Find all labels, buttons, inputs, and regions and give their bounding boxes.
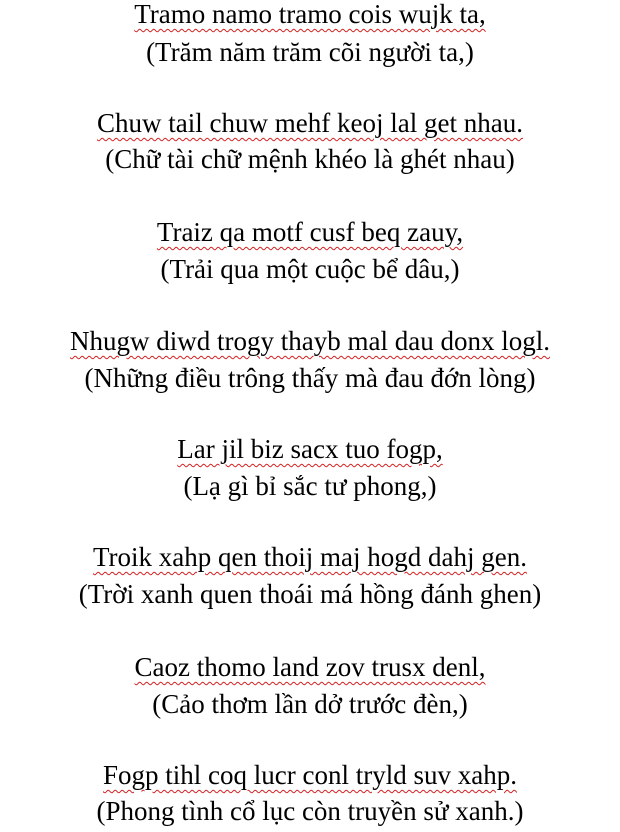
stanza-7-encoded-line: Caoz thomo land zov trusx denl, [134,652,486,682]
stanza-5-encoded-line: Lar jil biz sacx tuo fogp, [177,434,443,464]
stanza-1-encoded-line: Tramo namo tramo cois wujk ta, [134,0,486,29]
stanza-6-encoded-line: Troik xahp qen thoij maj hogd dahj gen. [93,542,527,572]
stanza-2-encoded-line: Chuw tail chuw mehf keoj lal get nhau. [97,108,523,138]
stanza-7-original-line: (Cảo thơm lần dở trước đèn,) [152,689,468,719]
stanza-8-encoded-line: Fogp tihl coq lucr conl tryld suv xahp. [103,760,517,790]
stanza-4-encoded-line: Nhugw diwd trogy thayb mal dau donx logl. [70,326,550,356]
stanza-3-original-line: (Trải qua một cuộc bể dâu,) [160,254,460,284]
stanza-2-original-line: (Chữ tài chữ mệnh khéo là ghét nhau) [105,144,515,174]
stanza-1-original-line: (Trăm năm trăm cõi người ta,) [146,37,474,67]
stanza-4-original-line: (Những điều trông thấy mà đau đớn lòng) [84,363,536,393]
stanza-3-encoded-line: Traiz qa motf cusf beq zauy, [156,217,464,247]
stanza-5-original-line: (Lạ gì bỉ sắc tư phong,) [183,471,437,501]
stanza-6-original-line: (Trời xanh quen thoái má hồng đánh ghen) [78,579,542,609]
stanza-8-original-line: (Phong tình cổ lục còn truyền sử xanh.) [96,796,524,826]
